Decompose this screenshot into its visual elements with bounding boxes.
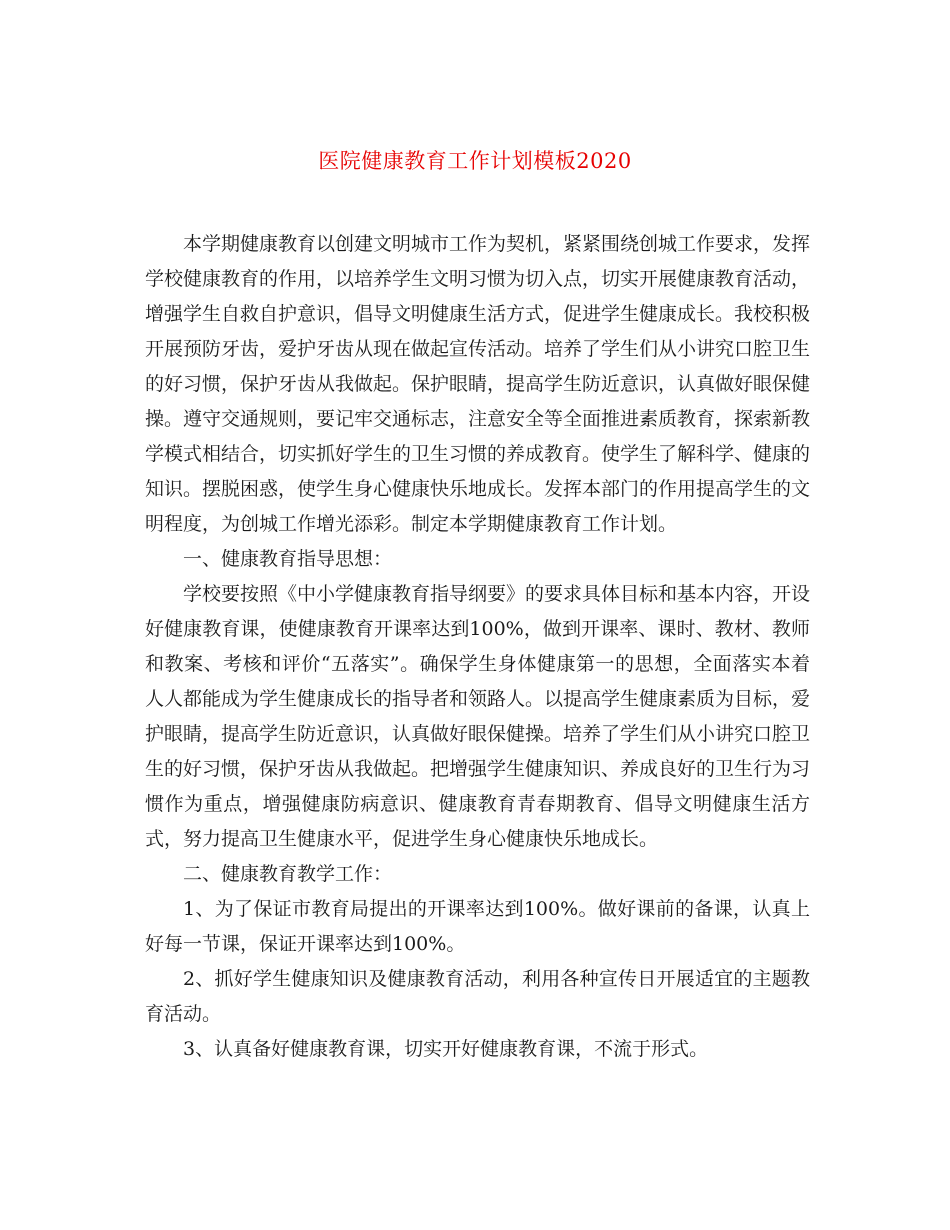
teaching-item-2: 2、抓好学生健康知识及健康教育活动，利用各种宣传日开展适宜的主题教育活动。	[145, 968, 810, 1025]
document-body	[145, 227, 810, 1067]
teaching-item-1: 1、为了保证市教育局提出的开课率达到100%。做好课前的备课，认真上好每一节课，保证开课率达到100%。	[145, 898, 810, 955]
section-heading-teaching-work: 二、健康教育教学工作：	[183, 863, 393, 885]
guiding-thought-paragraph: 学校要按照《中小学健康教育指导纲要》的要求具体目标和基本内容，开设好健康教育课，使健康教育开课率达到100%，做到开课率、课时、教材、教师和教案、考核和评价“五落实”。确保学生身体健康第一的思想，全面落实本着人人都能成为学生健康成长的指导者和领路人。以提高学生健康素质为目标，爱护眼睛，提高学生防近意识，认真做好眼保健操。培养了学生们从小讲究口腔卫生的好习惯，保护牙齿从我做起。把增强学生健康知识、养成良好的卫生行为习惯作为重点，增强健康防病意识、健康教育青春期教育、倡导文明健康生活方式，努力提高卫生健康水平，促进学生身心健康快乐地成长。	[145, 583, 811, 850]
section-heading-guiding-thought: 一、健康教育指导思想：	[183, 548, 393, 570]
teaching-item-3: 3、认真备好健康教育课，切实开好健康教育课，不流于形式。	[183, 1038, 709, 1060]
intro-paragraph: 本学期健康教育以创建文明城市工作为契机，紧紧围绕创城工作要求，发挥学校健康教育的作用，以培养学生文明习惯为切入点，切实开展健康教育活动，增强学生自救自护意识，倡导文明健康生活方式，促进学生健康成长。我校积极开展预防牙齿，爱护牙齿从现在做起宣传活动。培养了学生们从小讲究口腔卫生的好习惯，保护牙齿从我做起。保护眼睛，提高学生防近意识，认真做好眼保健操。遵守交通规则，要记牢交通标志，注意安全等全面推进素质教育，探索新教学模式相结合，切实抓好学生的卫生习惯的养成教育。使学生了解科学、健康的知识。摆脱困惑，使学生身心健康快乐地成长。发挥本部门的作用提高学生的文明程度，为创城工作增光添彩。制定本学期健康教育工作计划。	[145, 233, 811, 535]
document-title: 医院健康教育工作计划模板2020	[318, 149, 632, 173]
